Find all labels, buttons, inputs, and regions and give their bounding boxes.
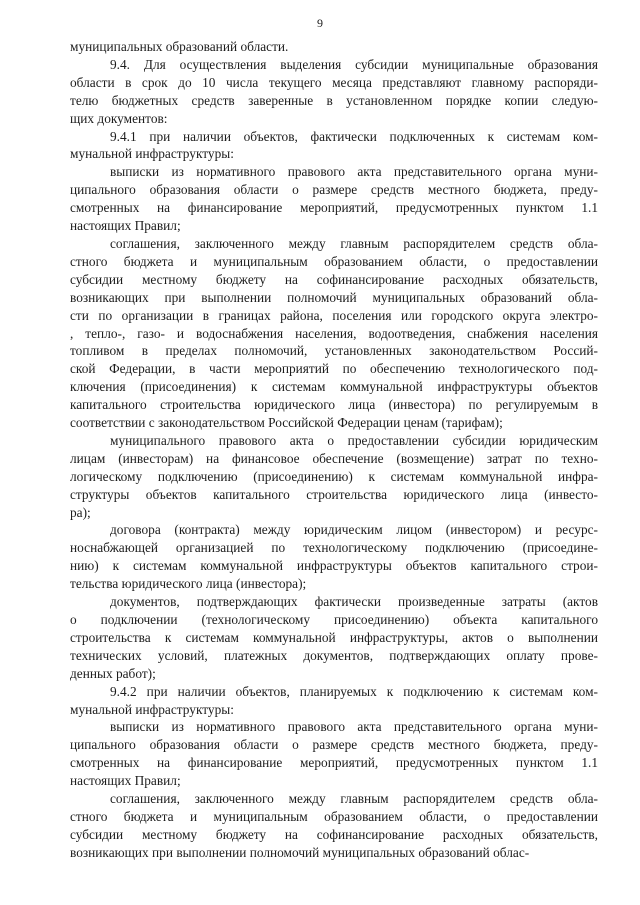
page-number: 9 — [317, 16, 323, 30]
text-line: ской Федерации, в части мероприятий по обеспечению технологического под- — [70, 361, 598, 377]
text-line: возникающих при выполнении полномочий муниципальных образований облас- — [70, 844, 530, 860]
text-line: субсидии местному бюджету на софинансирование расходных обязательств, — [70, 826, 598, 842]
text-line: муниципального правового акта о предоставлении субсидии юридическим — [110, 432, 598, 448]
text-line: логическому подключению (присоединению) к системам коммунальной инфра- — [70, 468, 598, 484]
text-line: договора (контракта) между юридическим лицом (инвестором) и ресурс- — [110, 522, 598, 538]
paragraph — [70, 56, 598, 128]
paragraph — [70, 790, 598, 862]
text-line: 9.4. Для осуществления выделения субсидии муниципальные образования — [110, 56, 598, 72]
text-line: тельства юридического лица (инвестора); — [70, 576, 307, 592]
text-line: смотренных на финансирование мероприятий, предусмотренных пунктом 1.1 — [70, 200, 598, 216]
text-line: стного бюджета и муниципальным образованием области, о предоставлении — [70, 253, 598, 269]
text-line: стного бюджета и муниципальным образованием области, о предоставлении — [70, 808, 598, 824]
paragraph — [70, 128, 598, 164]
text-line: лицам (инвесторам) на финансовое обеспечение (возмещение) затрат по техно- — [70, 450, 598, 466]
paragraph — [70, 38, 598, 56]
paragraph — [70, 163, 598, 235]
text-line: щих документов: — [70, 110, 168, 126]
text-line: технических условий, платежных документов, подтверждающих оплату прове- — [70, 647, 598, 663]
text-line: субсидии местному бюджету на софинансирование расходных обязательств, — [70, 271, 598, 287]
text-line: носнабжающей организацией по технологическому подключению (присоедине- — [70, 540, 598, 556]
text-line: строительства к системам коммунальной инфраструктуры, актов о выполнении — [70, 629, 598, 645]
text-line: 9.4.1 при наличии объектов, фактически подключенных к системам ком- — [110, 128, 598, 144]
text-line: муниципальных образований области. — [70, 39, 289, 54]
paragraph — [70, 593, 598, 683]
text-line: структуры объектов капитального строительства юридического лица (инвесто- — [70, 486, 598, 502]
text-line: соглашения, заключенного между главным распорядителем средств обла- — [110, 235, 598, 251]
text-line: возникающих при выполнении полномочий муниципальных образований обла- — [70, 289, 598, 305]
text-line: документов, подтверждающих фактически произведенные затраты (актов — [110, 594, 598, 610]
text-line: сти по организации в границах района, поселения или городского округа электро- — [70, 307, 598, 323]
text-line: области в срок до 10 числа текущего месяца представляют главному распоряди- — [70, 74, 598, 90]
text-line: топливом в пределах полномочий, установленных законодательством Россий- — [70, 343, 598, 359]
text-line: настоящих Правил; — [70, 773, 181, 789]
text-line: соответствии с законодательством Российской Федерации ценам (тарифам); — [70, 415, 503, 431]
text-line: нию) к системам коммунальной инфраструктуры объектов капитального строи- — [70, 558, 598, 574]
text-line: , тепло-, газо- и водоснабжения населения, водоотведения, снабжения населения — [70, 325, 598, 341]
document-body — [70, 38, 598, 862]
paragraph — [70, 235, 598, 432]
text-line: ципального образования области о размере средств местного бюджета, преду- — [70, 737, 598, 753]
text-line: денных работ); — [70, 665, 156, 681]
text-line: ра); — [70, 504, 91, 520]
text-line: соглашения, заключенного между главным распорядителем средств обла- — [110, 791, 598, 807]
text-line: 9.4.2 при наличии объектов, планируемых к подключению к системам ком- — [110, 683, 598, 699]
text-line: ключения (присоединения) к системам коммунальной инфраструктуры объектов — [70, 379, 598, 395]
text-line: капитального строительства юридического лица (инвестора) по регулируемым в — [70, 397, 598, 413]
text-line: выписки из нормативного правового акта представительного органа муни- — [110, 164, 598, 180]
text-line: ципального образования области о размере средств местного бюджета, преду- — [70, 182, 598, 198]
text-line: мунальной инфраструктуры: — [70, 701, 234, 717]
text-line: настоящих Правил; — [70, 218, 181, 234]
text-line: выписки из нормативного правового акта представительного органа муни- — [110, 719, 598, 735]
paragraph — [70, 683, 598, 719]
paragraph — [70, 718, 598, 790]
text-line: мунальной инфраструктуры: — [70, 146, 234, 162]
text-line: телю бюджетных средств заверенные в установленном порядке копии следую- — [70, 92, 598, 108]
text-line: смотренных на финансирование мероприятий, предусмотренных пунктом 1.1 — [70, 755, 598, 771]
text-line: о подключении (технологическому присоединению) объекта капитального — [70, 612, 598, 627]
paragraph — [70, 432, 598, 522]
paragraph — [70, 521, 598, 593]
